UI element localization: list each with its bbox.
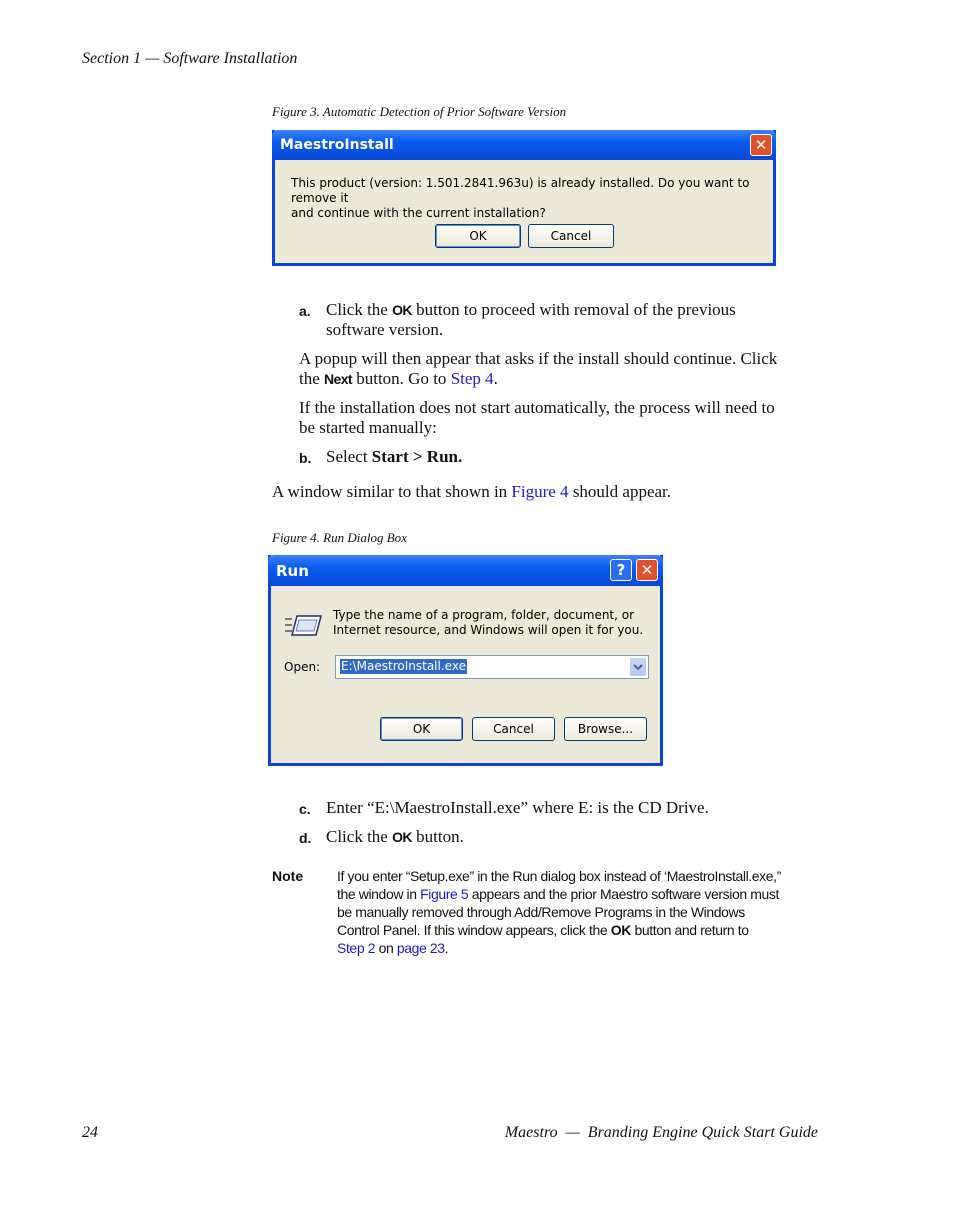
step-c-text: Enter “E:\MaestroInstall.exe” where E: is the CD Drive.	[326, 798, 709, 817]
text-run: .	[444, 940, 449, 956]
dialog-message-line: and continue with the current installation?	[291, 206, 546, 220]
step-4-link[interactable]: Step 4	[450, 369, 494, 388]
open-combobox[interactable]	[335, 655, 649, 679]
page-number: 24	[82, 1124, 98, 1141]
text-line: A popup will then appear that asks if the install should continue. Click	[299, 349, 778, 368]
page-23-link[interactable]: page 23	[396, 940, 445, 956]
figure-4-link[interactable]: Figure 4	[511, 482, 569, 501]
section-header: Section 1 — Software Installation	[82, 50, 298, 67]
run-dialog	[268, 555, 663, 766]
ok-keyword: OK	[392, 829, 412, 845]
dialog-title: MaestroInstall	[280, 137, 394, 153]
chevron-down-icon[interactable]	[629, 657, 647, 677]
figure-4-caption: Figure 4. Run Dialog Box	[272, 530, 407, 545]
open-input[interactable]: E:\MaestroInstall.exe	[341, 659, 466, 673]
step-2-link[interactable]: Step 2	[337, 940, 376, 956]
text-run: on	[375, 940, 397, 956]
ok-button[interactable]: OK	[435, 224, 521, 248]
text-run: button to proceed with removal of the previous	[411, 300, 736, 319]
dialog-titlebar	[268, 555, 663, 586]
open-label: Open:	[284, 660, 321, 674]
dialog-title: Run	[276, 561, 309, 580]
next-keyword: Next	[324, 371, 352, 387]
step-b-text	[326, 447, 462, 467]
help-icon[interactable]: ?	[610, 559, 632, 581]
text-run: button.	[411, 827, 464, 846]
text-run: Click the	[326, 300, 393, 319]
text-run: .	[493, 369, 498, 388]
text-run: the window in	[337, 886, 421, 902]
figure-3-caption: Figure 3. Automatic Detection of Prior Software Version	[272, 104, 567, 119]
run-description	[333, 608, 653, 638]
note-line: be manually removed through Add/Remove Programs in the Windows	[337, 904, 745, 920]
ok-keyword: OK	[610, 922, 631, 938]
window-paragraph	[272, 482, 671, 502]
close-icon[interactable]: ✕	[750, 134, 772, 156]
note-body	[337, 867, 817, 957]
cancel-button[interactable]: Cancel	[472, 717, 555, 741]
manual-paragraph	[299, 398, 829, 438]
dialog-message	[291, 176, 771, 221]
close-icon[interactable]: ✕	[636, 559, 658, 581]
maestroinstall-dialog	[272, 130, 776, 266]
step-a-marker: a.	[299, 303, 311, 319]
ok-keyword: OK	[392, 302, 412, 318]
text-line: be started manually:	[299, 418, 437, 437]
browse-button[interactable]: Browse...	[564, 717, 647, 741]
text-line: If the installation does not start automatically, the process will need to	[299, 398, 775, 417]
popup-paragraph	[299, 349, 829, 389]
description-line: Type the name of a program, folder, document, or	[333, 608, 635, 622]
text-run: Control Panel. If this window appears, click the	[337, 922, 611, 938]
text-run: button. Go to	[351, 369, 451, 388]
figure-5-link[interactable]: Figure 5	[420, 886, 469, 902]
run-program-icon	[283, 613, 323, 639]
dialog-titlebar	[272, 130, 776, 160]
description-line: Internet resource, and Windows will open it for you.	[333, 623, 644, 637]
note-line: If you enter “Setup.exe” in the Run dialog box instead of ‘MaestroInstall.exe,”	[337, 868, 781, 884]
footer-title: Maestro — Branding Engine Quick Start Guide	[504, 1124, 818, 1141]
step-d-text	[326, 827, 464, 847]
text-run: the	[299, 369, 325, 388]
step-a-text	[326, 300, 826, 340]
step-b-marker: b.	[299, 450, 312, 466]
text-run: button and return to	[630, 922, 749, 938]
step-c-marker: c.	[299, 801, 311, 817]
text-run: A window similar to that shown in	[272, 482, 512, 501]
text-run: Select	[326, 447, 372, 466]
note-label: Note	[272, 868, 304, 884]
cancel-button[interactable]: Cancel	[528, 224, 614, 248]
dialog-message-line: This product (version: 1.501.2841.963u) is already installed. Do you want to remove it	[291, 176, 750, 205]
text-run: should appear.	[568, 482, 672, 501]
text-run: appears and the prior Maestro software version must	[468, 886, 779, 902]
text-line: software version.	[326, 320, 444, 339]
start-run-keyword: Start > Run.	[371, 447, 463, 466]
ok-button[interactable]: OK	[380, 717, 463, 741]
step-d-marker: d.	[299, 830, 312, 846]
text-run: Click the	[326, 827, 393, 846]
